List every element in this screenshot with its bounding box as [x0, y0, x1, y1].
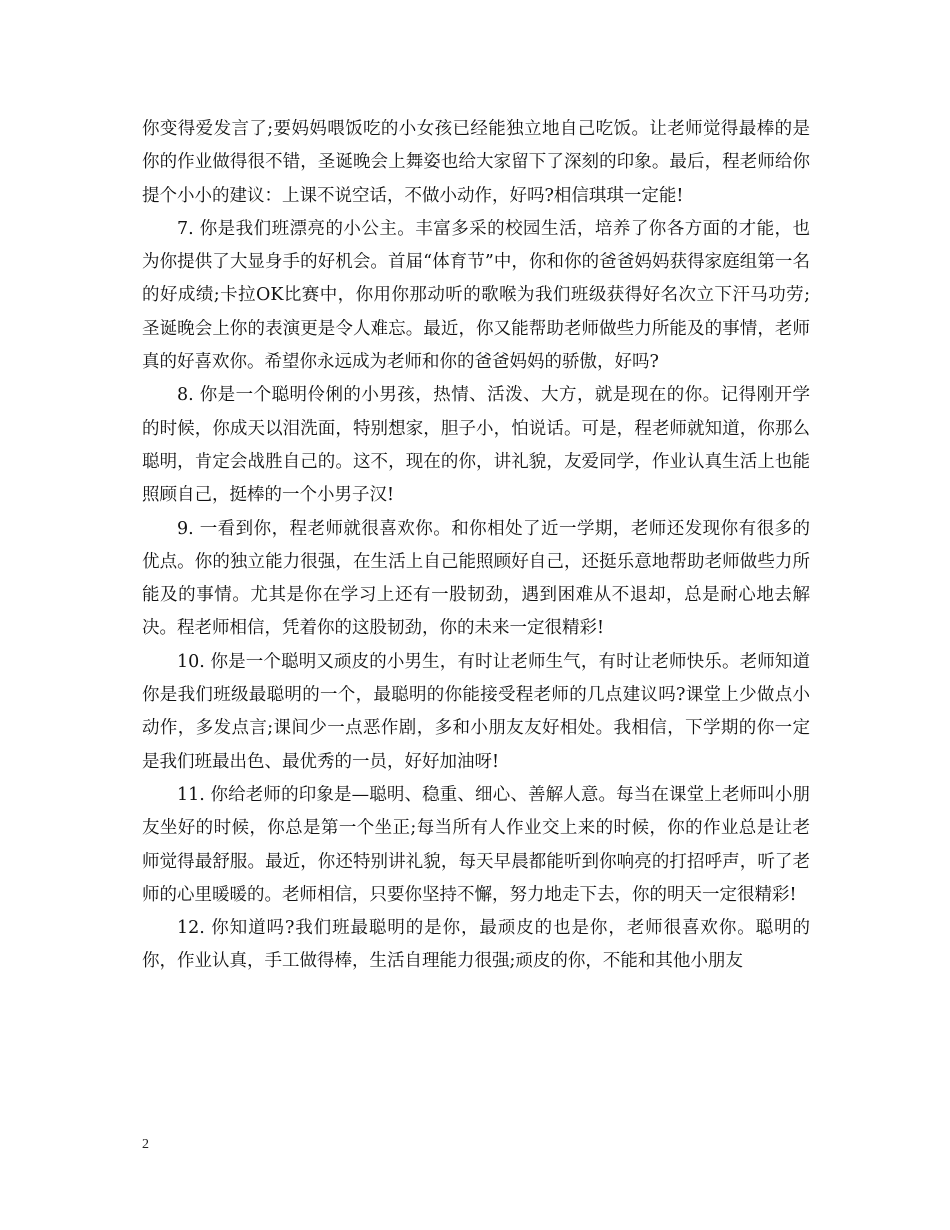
document-body: [142, 113, 810, 979]
paragraph-continued: 你变得爱发言了;要妈妈喂饭吃的小女孩已经能独立地自己吃饭。让老师觉得最棒的是你的作业做得很不错，圣诞晚会上舞姿也给大家留下了深刻的印象。最后，程老师给你提个小小的建议：上课不说空话，不做小动作，好吗?相信琪琪一定能!: [142, 119, 810, 206]
paragraph-comment-9: 9. 一看到你，程老师就很喜欢你。和你相处了近一学期，老师还发现你有很多的优点。你的独立能力很强，在生活上自己能照顾好自己，还挺乐意地帮助老师做些力所能及的事情。尤其是你在学习上还有一股韧劲，遇到困难从不退却，总是耐心地去解决。程老师相信，凭着你的这股韧劲，你的未来一定很精彩!: [142, 518, 810, 639]
paragraph-comment-12: 12. 你知道吗?我们班最聪明的是你，最顽皮的也是你，老师很喜欢你。聪明的你，作业认真，手工做得棒，生活自理能力很强;顽皮的你，不能和其他小朋友: [142, 918, 810, 972]
paragraph-comment-11: 11. 你给老师的印象是—聪明、稳重、细心、善解人意。每当在课堂上老师叫小朋友坐好的时候，你总是第一个坐正;每当所有人作业交上来的时候，你的作业总是让老师觉得最舒服。最近，你还特别讲礼貌，每天早晨都能听到你响亮的打招呼声，听了老师的心里暖暖的。老师相信，只要你坚持不懈，努力地走下去，你的明天一定很精彩!: [142, 784, 810, 905]
paragraph-comment-10: 10. 你是一个聪明又顽皮的小男生，有时让老师生气，有时让老师快乐。老师知道你是我们班级最聪明的一个，最聪明的你能接受程老师的几点建议吗?课堂上少做点小动作，多发点言;课间少一点恶作剧，多和小朋友友好相处。我相信，下学期的你一定是我们班最出色、最优秀的一员，好好加油呀!: [142, 651, 810, 772]
paragraph-comment-8: 8. 你是一个聪明伶俐的小男孩，热情、活泼、大方，就是现在的你。记得刚开学的时候，你成天以泪洗面，特别想家，胆子小，怕说话。可是，程老师就知道，你那么聪明，肯定会战胜自己的。这不，现在的你，讲礼貌，友爱同学，作业认真生活上也能照顾自己，挺棒的一个小男子汉!: [142, 385, 810, 506]
page-number: 2: [142, 1137, 149, 1152]
paragraph-comment-7: 7. 你是我们班漂亮的小公主。丰富多采的校园生活，培养了你各方面的才能，也为你提供了大显身手的好机会。首届“体育节”中，你和你的爸爸妈妈获得家庭组第一名的好成绩;卡拉OK比赛中，你用你那动听的歌喉为我们班级获得好名次立下汗马功劳;圣诞晚会上你的表演更是令人难忘。最近，你又能帮助老师做些力所能及的事情，老师真的好喜欢你。希望你永远成为老师和你的爸爸妈妈的骄傲，好吗?: [142, 218, 810, 373]
